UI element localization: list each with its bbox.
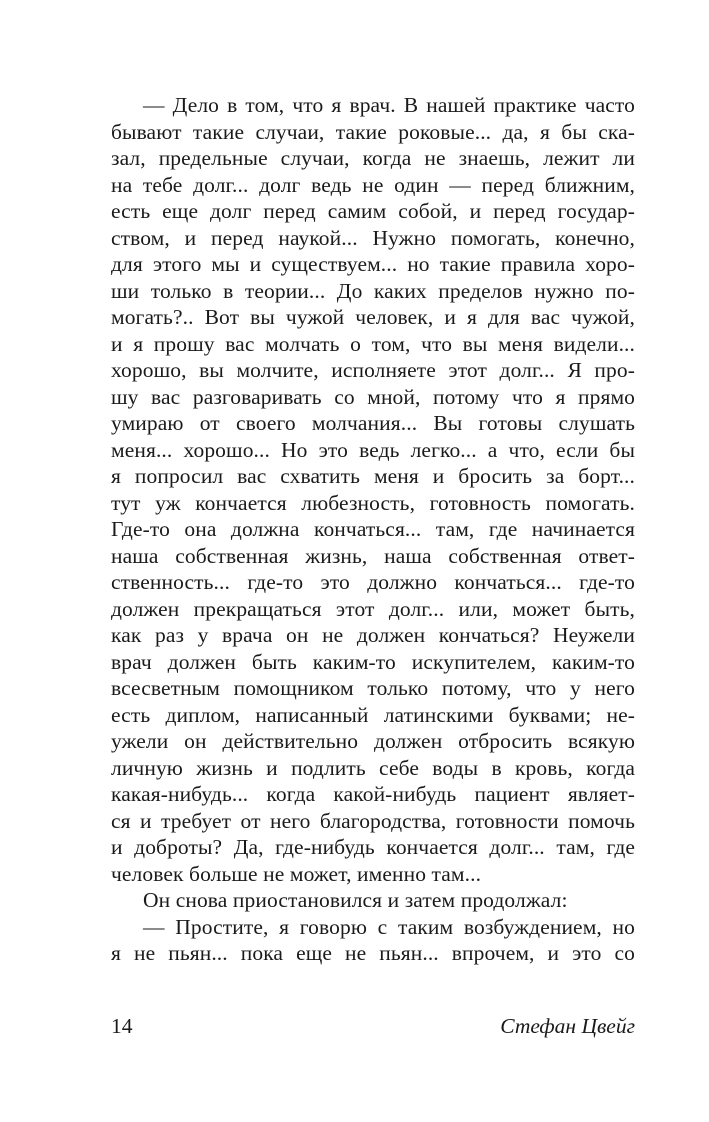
text-line: могать?.. Вот вы чужой человек, и я для вас чужой, [111,305,635,329]
text-line: человек больше не может, именно там... [111,861,482,886]
page-number: 14 [111,1014,133,1038]
text-line: ся и требует от него благородства, готовности помочь [111,808,635,833]
text-line: всесветным помощником только потому, что у него [111,676,635,700]
text-line: ственность... где-то это должно кончаться... где-то [111,570,635,594]
text-line: Он снова приостановился и затем продолжал: [143,888,568,912]
text-line: хорошо, вы молчите, исполняете этот долг... Я про- [111,358,635,382]
text-line: для этого мы и существуем... но такие правила хоро- [111,252,635,276]
text-line: как раз у врача он не должен кончаться? Неужели [111,623,635,647]
text-line: ужели он действительно должен отбросить всякую [111,729,635,753]
text-line: — Дело в том, что я врач. В нашей практике часто [143,93,635,117]
text-line: тут уж кончается любезность, готовность помогать. [111,490,635,515]
text-line: я не пьян... пока еще не пьян... впрочем, и это со [111,941,635,965]
text-line: ши только в теории... До каких пределов нужно по- [111,278,635,303]
text-line: должен прекращаться этот долг... или, может быть, [111,596,635,621]
text-line: врач должен быть каким-то искупителем, каким-то [111,649,635,674]
running-footer-author: Стефан Цвейг [500,1014,635,1038]
text-line: умираю от своего молчания... Вы готовы слушать [111,411,635,435]
text-line: я попросил вас схватить меня и бросить за борт... [111,464,635,488]
text-line: личную жизнь и подлить себе воды в кровь, когда [111,755,635,780]
text-line: шу вас разговаривать со мной, потому что я прямо [111,384,635,409]
text-line: на тебе долг... долг ведь не один — перед ближним, [111,172,635,197]
text-line: наша собственная жизнь, наша собственная ответ- [111,543,635,568]
text-line: и доброты? Да, где-нибудь кончается долг... там, где [111,835,635,859]
text-line: ством, и перед наукой... Нужно помогать, конечно, [111,225,635,250]
text-line: меня... хорошо... Но это ведь легко... а что, если бы [111,437,635,462]
text-line: Где-то она должна кончаться... там, где начинается [111,517,635,541]
text-line: какая-нибудь... когда какой-нибудь пациент являет- [111,782,635,806]
text-line: и я прошу вас молчать о том, что вы меня видели... [111,331,635,356]
text-line: есть еще долг перед самим собой, и перед государ- [111,199,635,223]
text-line: есть диплом, написанный латинскими буквами; не- [111,702,635,727]
text-line: бывают такие случаи, такие роковые... да, я бы ска- [111,119,635,144]
body-text [111,92,635,967]
text-line: — Простите, я говорю с таким возбуждением, но [143,914,635,939]
page-footer [111,1011,635,1041]
text-line: зал, предельные случаи, когда не знаешь, лежит ли [111,146,635,170]
